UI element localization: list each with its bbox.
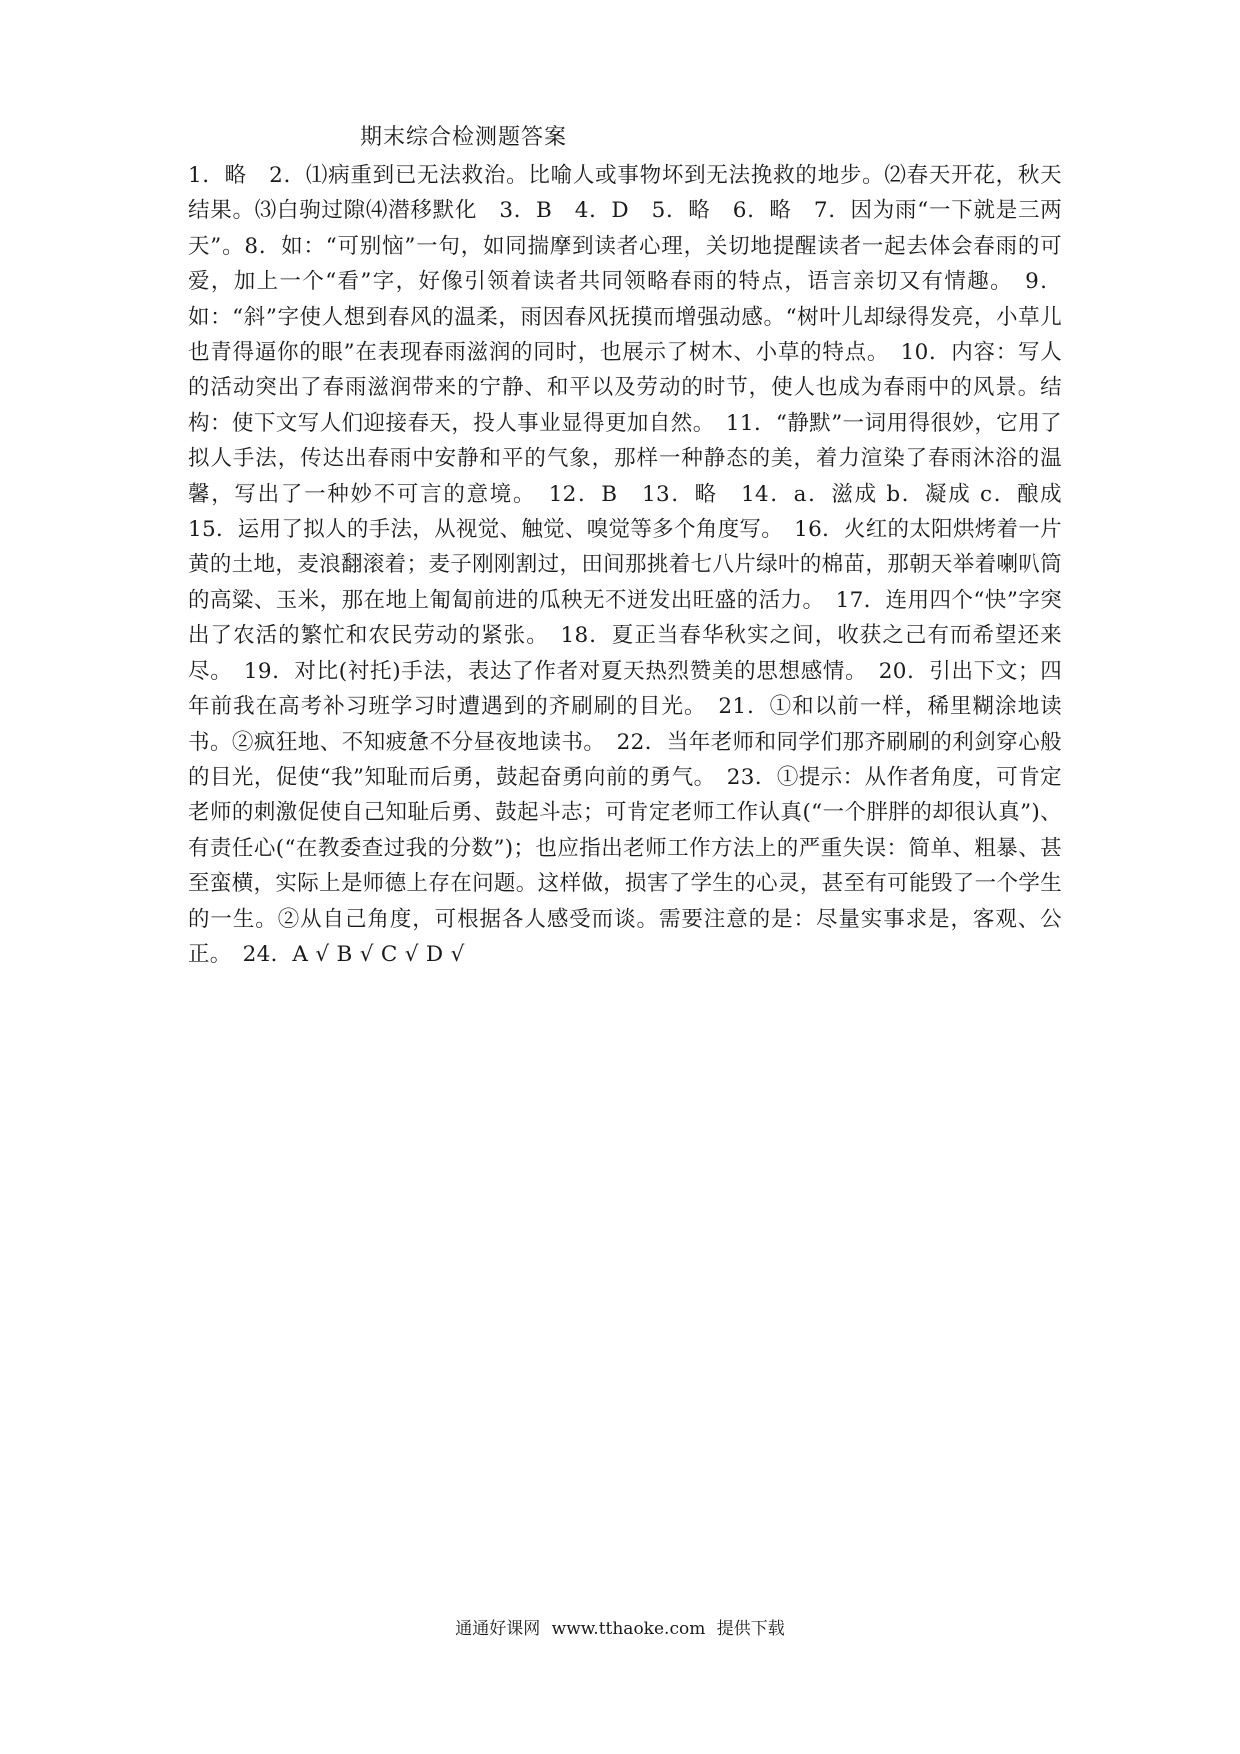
- answer-item: 22．当年老师和同学们那齐刷刷的利剑穿心般的目光，促使“我”知耻而后勇，鼓起奋勇向前的勇气。: [188, 729, 1062, 790]
- page-footer: [0, 1614, 1240, 1639]
- answer-item: 20．引出下文；四年前我在高考补习班学习时遭遇到的齐刷刷的目光。: [188, 658, 1063, 720]
- document-title: 期末综合检测题答案: [360, 125, 568, 150]
- answer-item: 19．对比(衬托)手法，表达了作者对夏天热烈赞美的思想感情。: [243, 658, 857, 684]
- footer-url: www.tthaoke.com: [551, 1619, 706, 1639]
- answer-body: [188, 158, 1062, 972]
- answer-item: 16．火红的太阳烘烤着一片黄的土地，麦浪翻滚着；麦子刚刚割过，田间那挑着七八片绿叶的棉苗，那朝天举着喇叭筒的高粱、玉米，那在地上匍匐前进的瓜秧无不迸发出旺盛的活力。: [188, 517, 1062, 613]
- footer-suffix: 提供下载: [716, 1619, 785, 1639]
- answer-item: 17．连用四个“快”字突出了农活的繁忙和农民劳动的紧张。: [188, 587, 1062, 649]
- answer-item: 8．如：“可别恼”一句，如同揣摩到读者心理，关切地提醒读者一起去体会春雨的可爱，加上一个“看”字，好像引领着读者共同领略春雨的特点，语言亲切又有情趣。: [188, 233, 1062, 295]
- answer-item: 10．内容：写人的活动突出了春雨滋润带来的宁静、和平以及劳动的时节，使人也成为春雨中的风景。结构：使下文写人们迎接春天，投人事业显得更加自然。: [188, 340, 1062, 436]
- answer-item: 23．①提示：从作者角度，可肯定老师的刺激促使自己知耻后勇、鼓起斗志；可肯定老师工作认真(“一个胖胖的却很认真”)、有责任心(“在教委查过我的分数”)；也应指出老师工作方法上的严重失误：简单、粗暴、甚至蛮横，实际上是师德上存在问题。这样做，损害了学生的心灵，甚至有可能毁了一个学生的一生。②从自己角度，可根据各人感受而谈。需要注意的是：尽量实事求是，客观、公正。: [188, 764, 1062, 967]
- answer-item: 18．夏正当春华秋实之间，收获之己有而希望还来尽。: [188, 623, 1062, 684]
- answer-item: 11．“静默”一词用得很妙，它用了拟人手法，传达出春雨中安静和平的气象，那样一种静态的美，着力渲染了春雨沐浴的温馨，写出了一种妙不可言的意境。: [188, 410, 1062, 507]
- footer-site-name: 通通好课网: [455, 1619, 541, 1639]
- answer-item: 9．如：“斜”字使人想到春风的温柔，雨因春风抚摸而增强动感。“树叶儿却绿得发亮，小草儿也青得逼你的眼”在表现春雨滋润的同时，也展示了树木、小草的特点。: [188, 269, 1063, 366]
- answer-item: 21．①和以前一样，稀里糊涂地读书。②疯狂地、不知疲惫不分昼夜地读书。: [188, 694, 1062, 755]
- answer-item: 24．A √ B √ C √ D √: [242, 941, 465, 967]
- answer-item: 12．B 13．略 14．a．滋成 b．凝成 c．酿成: [548, 481, 1062, 507]
- answer-item: 15．运用了拟人的手法，从视觉、触觉、嗅觉等多个角度写。: [188, 517, 773, 543]
- answer-item: 1．略 2．⑴病重到已无法救治。比喻人或事物坏到无法挽救的地步。⑵春天开花，秋天结果。⑶白驹过隙⑷潜移默化 3．B 4．D 5．略 6．略 7．因为雨“一下就是三两天”。: [188, 163, 1062, 259]
